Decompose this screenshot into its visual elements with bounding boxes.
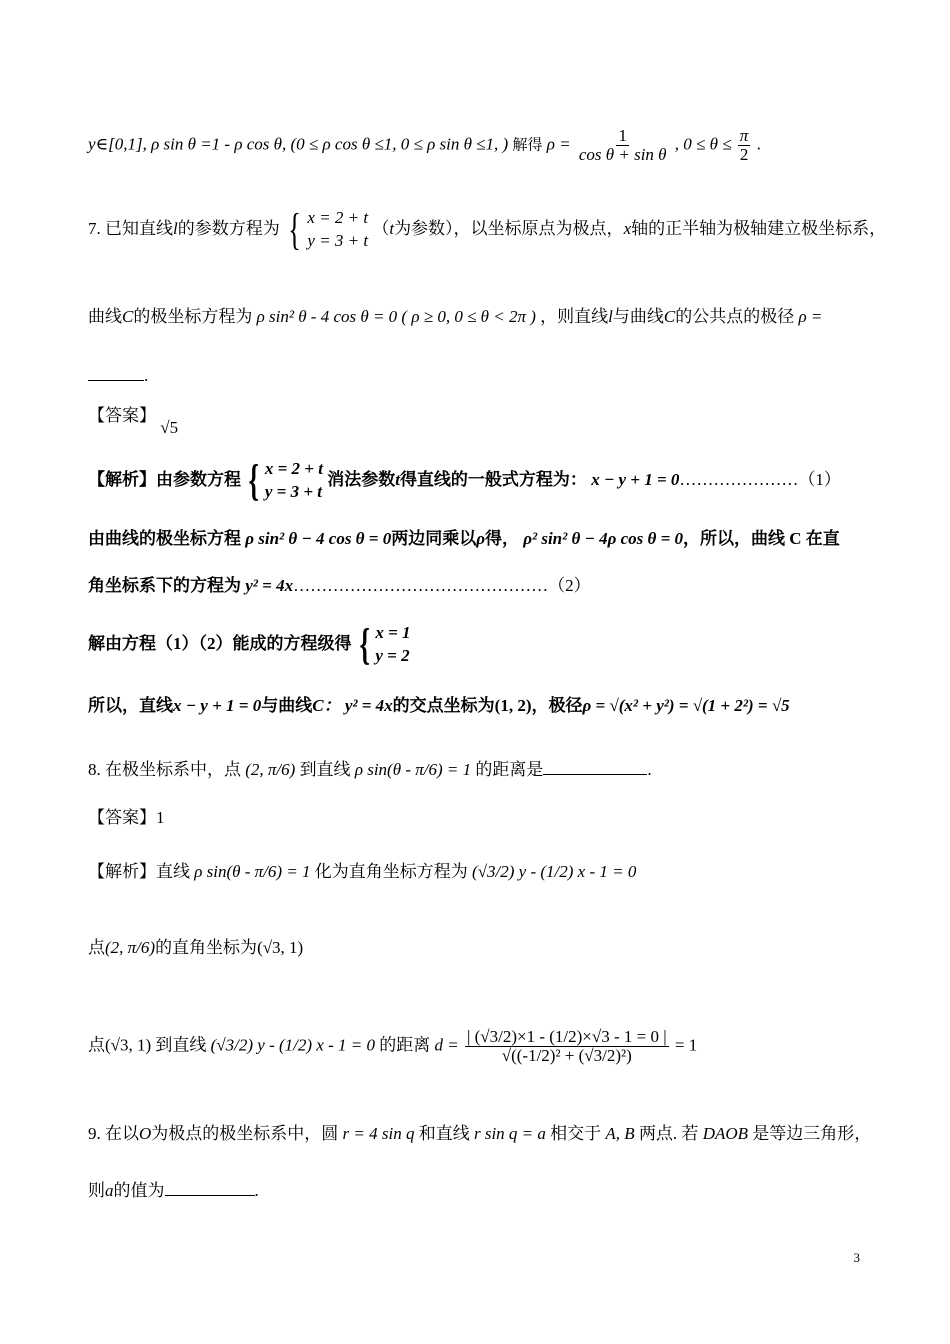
a7-answer-label: 【答案】 bbox=[88, 406, 156, 425]
top-expression: y∈[0,1], ρ sin θ =1 - ρ cos θ, (0 ≤ ρ cos θ ≤1, 0 ≤ ρ sin θ ≤1, ) bbox=[88, 134, 509, 154]
a8-cart-eq: (√3/2) y - (1/2) x - 1 = 0 bbox=[472, 862, 637, 881]
a8-point: (2, π/6) bbox=[105, 938, 156, 957]
a7-answer bbox=[88, 406, 179, 437]
a7-text12: 的交点坐标为 bbox=[392, 696, 495, 715]
a7-line-eq: x − y + 1 = 0 bbox=[591, 469, 680, 489]
a7-text7: ，所以，曲线 C 在直 bbox=[683, 529, 840, 548]
a8-line3 bbox=[88, 1028, 697, 1065]
q8-answer-blank bbox=[543, 774, 647, 775]
a7-cart: y² = 4x bbox=[245, 576, 294, 595]
page-number: 3 bbox=[853, 1250, 860, 1265]
q7-text8: ，则直线 bbox=[540, 307, 609, 326]
q7-line2 bbox=[88, 307, 822, 327]
q9-line-eq: r sin q = a bbox=[473, 1124, 546, 1143]
a7-sol1: x = 1 bbox=[375, 623, 411, 642]
a7-text10: 所以，直线 bbox=[88, 696, 173, 715]
a8-text6: 到直线 bbox=[155, 1035, 207, 1055]
q9-text8: 的值为 bbox=[113, 1181, 165, 1200]
q7-text9: 与曲线 bbox=[612, 307, 664, 326]
top-text: 解得 bbox=[512, 137, 543, 154]
a8-answer-value: 1 bbox=[156, 808, 165, 827]
a8-text2: 化为直角坐标方程为 bbox=[314, 862, 468, 881]
a8-answer-label: 【答案】 bbox=[88, 808, 156, 827]
q7-eq2: y = 3 + t bbox=[307, 230, 369, 250]
q7-l: l bbox=[173, 218, 178, 238]
a8-text5: 点 bbox=[88, 1035, 105, 1055]
q9-line2 bbox=[88, 1181, 259, 1201]
a8-text7: 的距离 bbox=[379, 1035, 431, 1055]
a7-eq1: x = 2 + t bbox=[264, 459, 323, 478]
q9-text4: 相交于 bbox=[550, 1124, 602, 1143]
q9-O: O bbox=[139, 1124, 152, 1143]
top-end: . bbox=[756, 134, 761, 154]
q8-point: (2, π/6) bbox=[245, 760, 296, 779]
q9-line1 bbox=[88, 1124, 871, 1144]
a8-answer bbox=[88, 808, 165, 828]
q9-answer-blank bbox=[165, 1195, 255, 1196]
q9-text3: 和直线 bbox=[418, 1124, 470, 1143]
a8-line-eq: ρ sin(θ - π/6) = 1 bbox=[194, 862, 311, 881]
a7-text6: 得， bbox=[484, 529, 519, 548]
q7-text7: 的极坐标方程为 bbox=[133, 307, 253, 326]
a7-polar2: ρ² sin² θ − 4ρ cos θ = 0 bbox=[523, 529, 684, 548]
a8-result: = 1 bbox=[674, 1035, 698, 1055]
q8-line-eq: ρ sin(θ - π/6) = 1 bbox=[354, 760, 472, 779]
q8-line bbox=[88, 760, 652, 780]
a7-text8: 角坐标系下的方程为 bbox=[88, 576, 241, 595]
q7-blank-line bbox=[88, 366, 148, 386]
a8-text3: 点 bbox=[88, 938, 105, 957]
pi-num: π bbox=[739, 126, 749, 145]
a8-cart-eq2: (√3/2) y - (1/2) x - 1 = 0 bbox=[210, 1035, 375, 1055]
q9-circle: r = 4 sin q bbox=[342, 1124, 415, 1143]
q9-end: . bbox=[254, 1181, 259, 1200]
a7-line4 bbox=[88, 619, 411, 669]
q7-system bbox=[307, 207, 368, 253]
a7-eq2: y = 3 + t bbox=[264, 481, 322, 501]
a7-curve: C： y² = 4x bbox=[312, 696, 393, 715]
q7-t: t bbox=[389, 218, 395, 238]
q7-text4: 为参数），以坐标原点为极点， bbox=[394, 218, 624, 238]
a7-text1: 由参数方程 bbox=[156, 469, 241, 489]
q7-end: . bbox=[144, 366, 149, 385]
a7-text13: ，极径 bbox=[531, 696, 583, 715]
q8-text1: 8. 在极坐标系中，点 bbox=[88, 760, 241, 779]
a7-text2: 消法参数 bbox=[327, 469, 396, 489]
a8-dist-den: √((-1/2)² + (√3/2)²) bbox=[501, 1045, 632, 1065]
q9-text6: 是等边三角形， bbox=[752, 1124, 872, 1143]
q7-text2: 的参数方程为 bbox=[177, 218, 280, 238]
a7-line-eq2: x − y + 1 = 0 bbox=[173, 696, 262, 715]
a7-dots1: …………………（1） bbox=[679, 469, 841, 489]
a8-distance-fraction bbox=[465, 1028, 669, 1065]
q7-x: x bbox=[623, 218, 632, 238]
a7-line1 bbox=[88, 455, 841, 505]
frac-den: cos θ + sin θ bbox=[578, 144, 667, 164]
a8-dist-num: | (√3/2)×1 - (1/2)×√3 - 1 = 0 | bbox=[466, 1027, 667, 1046]
q9-AB: A, B bbox=[605, 1124, 635, 1143]
q7-C: C bbox=[122, 307, 134, 326]
a7-dots2: ………………………………………（2） bbox=[293, 576, 591, 595]
q7-polar-eq: ρ sin² θ - 4 cos θ = 0 ( ρ ≥ 0, 0 ≤ θ < 2π ) bbox=[256, 307, 536, 326]
a7-radius: ρ = √(x² + y²) = √(1 + 2²) = √5 bbox=[582, 696, 790, 715]
q7-rho: ρ = bbox=[798, 307, 823, 326]
range-text: , 0 ≤ θ ≤ bbox=[674, 134, 732, 154]
rho-lhs: ρ = bbox=[546, 134, 571, 154]
a7-text5: 两边同乘以 bbox=[391, 529, 477, 548]
a7-text4: 由曲线的极坐标方程 bbox=[88, 529, 241, 548]
a8-jiexi-label: 【解析】 bbox=[88, 862, 156, 881]
q7-l2: l bbox=[608, 307, 613, 326]
q7-C2: C bbox=[663, 307, 676, 326]
q9-triangle: DAOB bbox=[702, 1124, 749, 1143]
q7-brace: { bbox=[288, 204, 301, 254]
a7-line5 bbox=[88, 696, 790, 716]
a7-sol2: y = 2 bbox=[375, 645, 410, 665]
q9-text1: 9. 在以 bbox=[88, 1124, 139, 1143]
a8-cart-point2: (√3, 1) bbox=[105, 1035, 152, 1055]
a7-text3: 得直线的一般式方程为： bbox=[399, 469, 587, 489]
q7-text1: 7. 已知直线 bbox=[88, 218, 173, 238]
a7-solution bbox=[375, 622, 410, 668]
rho-fraction bbox=[577, 127, 669, 164]
q9-text7: 则 bbox=[88, 1181, 105, 1200]
a7-t: t bbox=[395, 469, 400, 489]
q8-text3: 的距离是 bbox=[475, 760, 544, 779]
a7-point: (1, 2) bbox=[494, 696, 532, 715]
pi-half-fraction bbox=[738, 127, 751, 164]
a7-jiexi-label: 【解析】 bbox=[88, 469, 156, 489]
a8-d: d = bbox=[434, 1035, 459, 1055]
a7-answer-value: √5 bbox=[160, 418, 179, 437]
a7-text11: 与曲线 bbox=[261, 696, 313, 715]
a7-line2 bbox=[88, 529, 840, 549]
q7-line1 bbox=[88, 204, 887, 254]
q9-a: a bbox=[105, 1181, 114, 1200]
q7-answer-blank bbox=[88, 380, 144, 381]
a7-rho: ρ bbox=[476, 529, 485, 548]
q8-end: . bbox=[647, 760, 652, 779]
q7-text5: 轴的正半轴为极轴建立极坐标系， bbox=[631, 218, 887, 238]
top-line bbox=[88, 127, 761, 164]
a8-text1: 直线 bbox=[156, 862, 190, 881]
a7-line3 bbox=[88, 576, 591, 596]
a7-system bbox=[265, 458, 323, 504]
a8-line2 bbox=[88, 938, 303, 958]
a7-polar: ρ sin² θ − 4 cos θ = 0 bbox=[245, 529, 392, 548]
frac-num: 1 bbox=[618, 126, 627, 145]
two-den: 2 bbox=[739, 144, 749, 164]
a8-text4: 的直角坐标为 bbox=[155, 938, 258, 957]
q7-eq1: x = 2 + t bbox=[307, 208, 369, 227]
a8-line1 bbox=[88, 862, 636, 882]
a7-text9: 解由方程（1）（2）能成的方程级得 bbox=[88, 633, 352, 653]
a7-brace: { bbox=[248, 455, 260, 505]
q9-text5: 两点. 若 bbox=[638, 1124, 699, 1143]
q7-text10: 的公共点的极径 bbox=[675, 307, 795, 326]
q9-text2: 为极点的极坐标系中，圆 bbox=[151, 1124, 339, 1143]
a8-cart-point: (√3, 1) bbox=[257, 938, 304, 957]
q7-text3: （ bbox=[372, 218, 390, 238]
a7-brace2: { bbox=[359, 619, 370, 669]
q7-text6: 曲线 bbox=[88, 307, 122, 326]
q8-text2: 到直线 bbox=[299, 760, 351, 779]
